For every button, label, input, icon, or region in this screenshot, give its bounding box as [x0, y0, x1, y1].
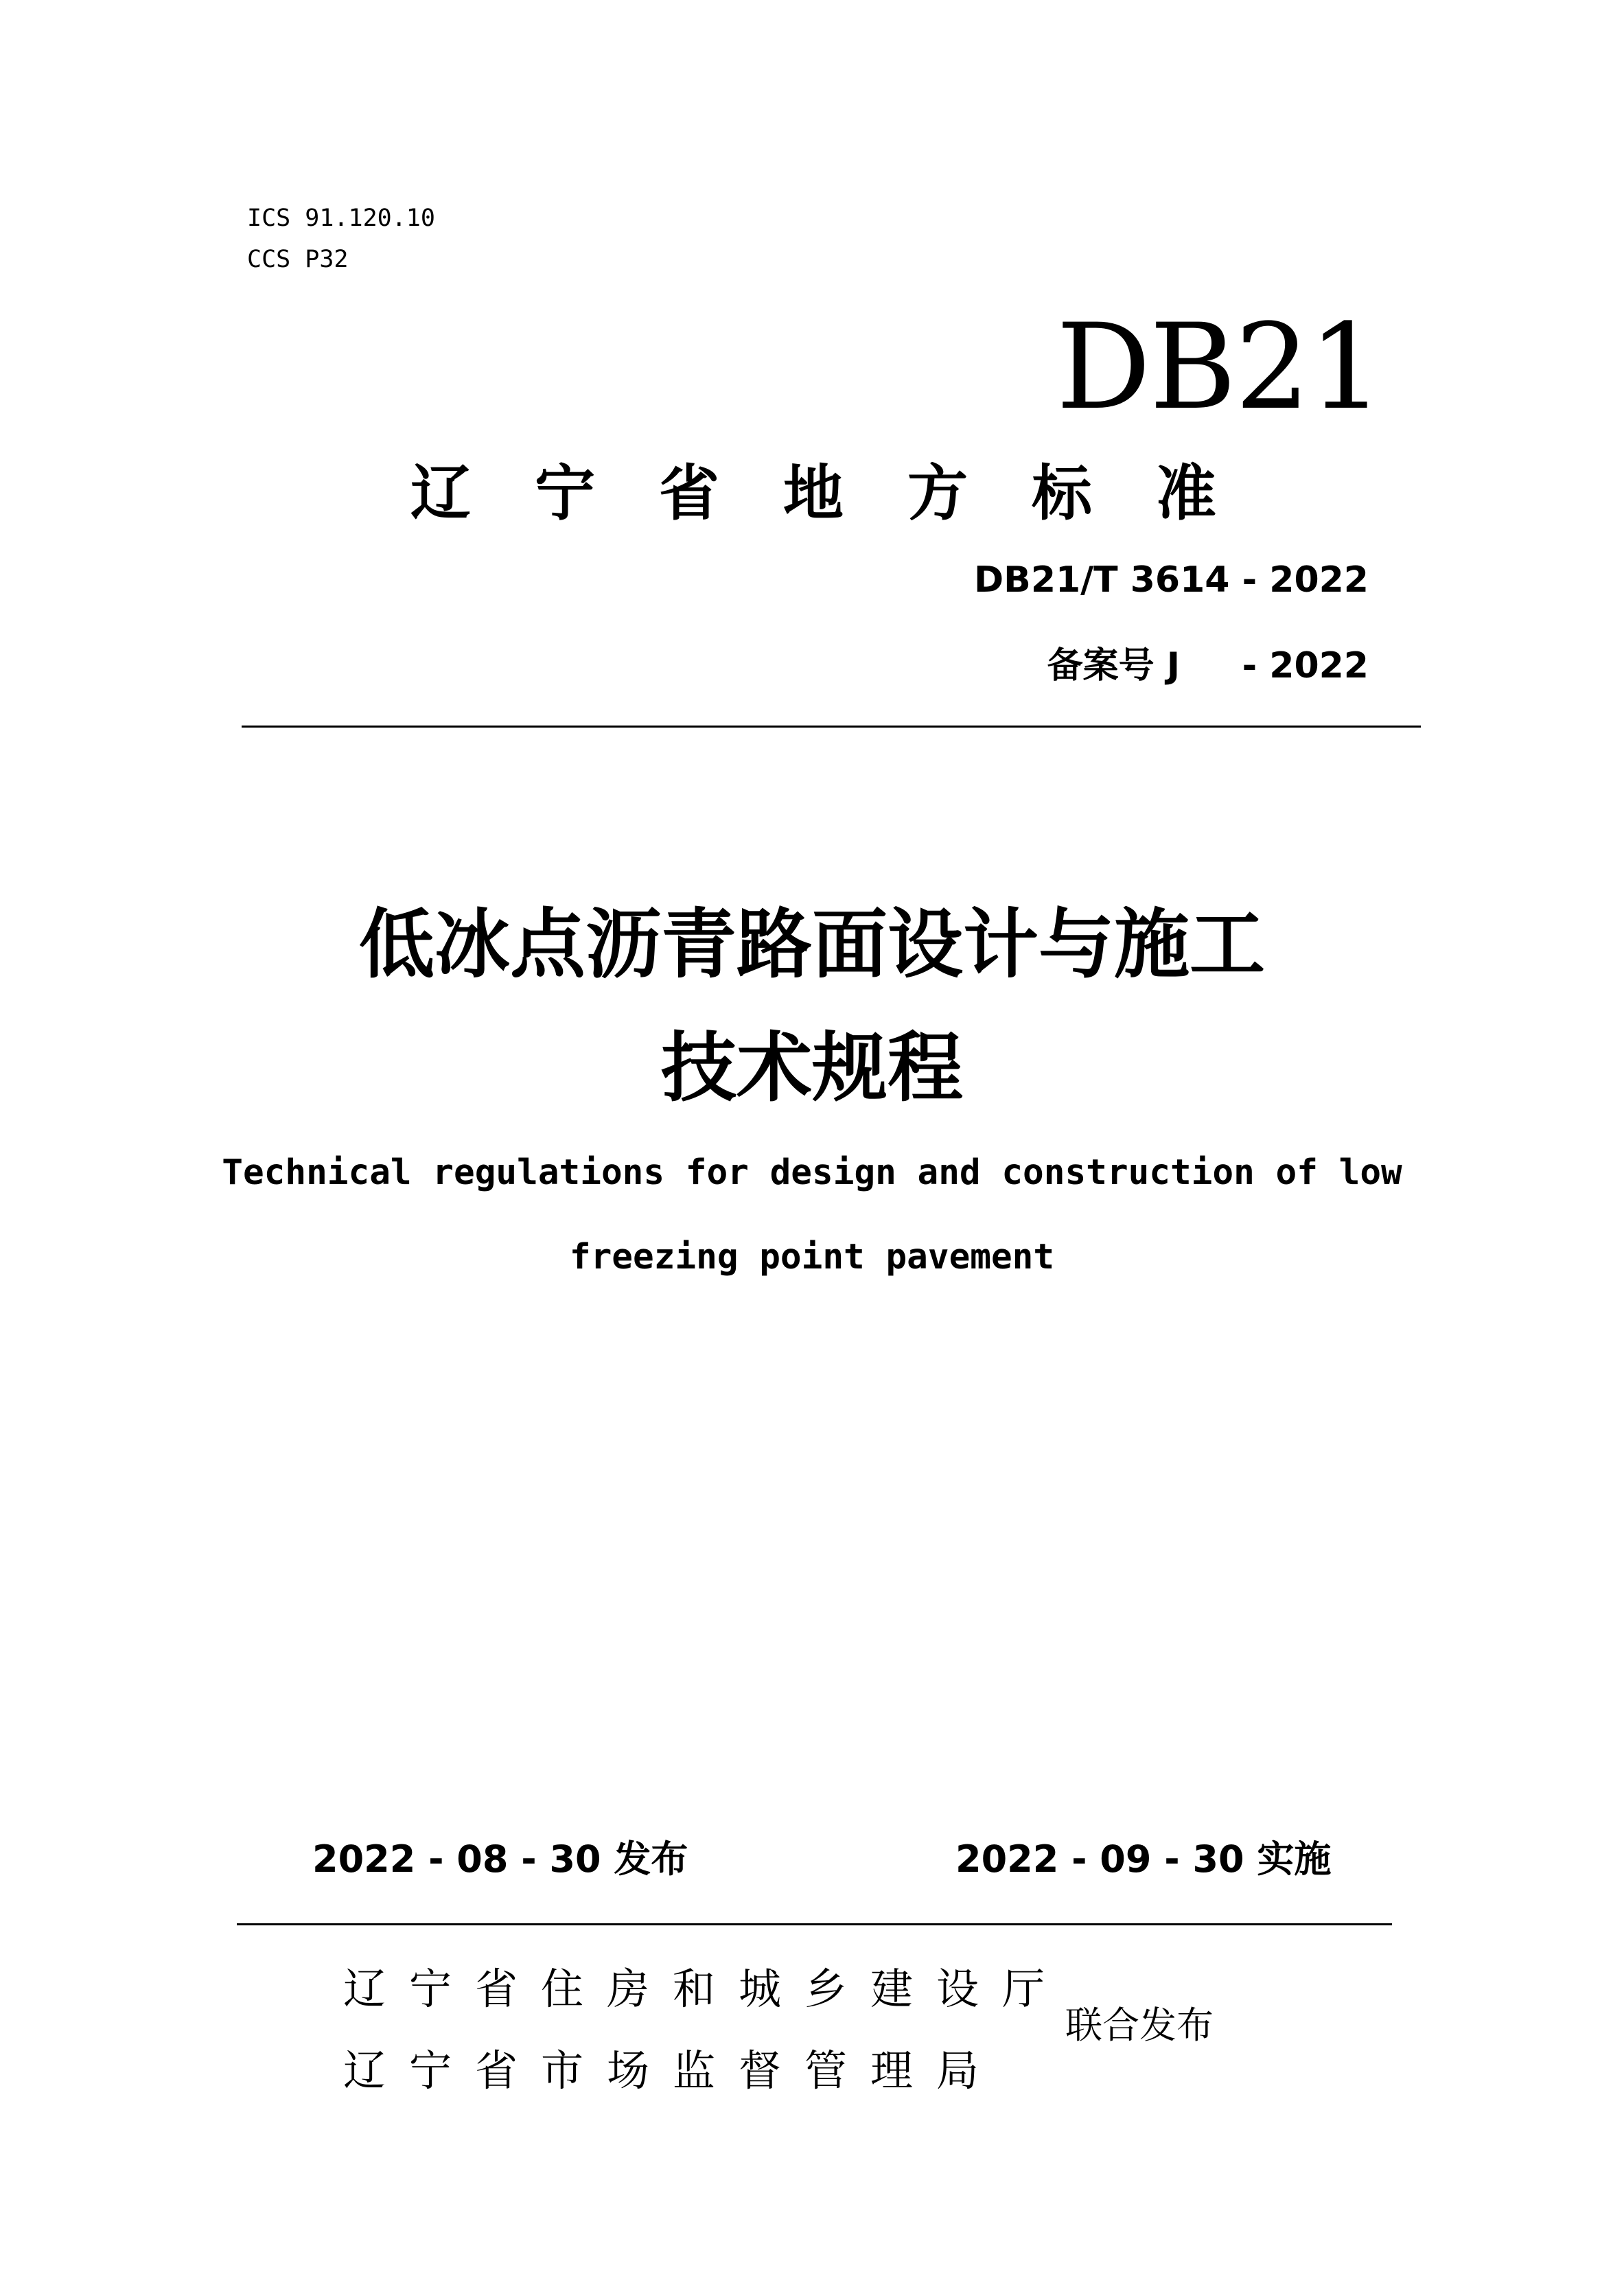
title-en-line1: Technical regulations for design and construction of low — [222, 1152, 1402, 1193]
standard-code-logo: DB21 — [1056, 298, 1382, 436]
title-zh-line1: 低冰点沥青路面设计与施工 — [359, 901, 1265, 988]
ics-code: ICS 91.120.10 — [247, 205, 435, 232]
ccs-code: CCS P32 — [247, 246, 349, 273]
bottom-divider — [237, 1923, 1392, 1925]
issue-date: 2022 - 08 - 30 发布 — [312, 1837, 688, 1881]
title-en-line2: freezing point pavement — [569, 1237, 1055, 1277]
issuer-org-1: 辽宁省住房和城乡建设厅 — [343, 1964, 1069, 2014]
joint-issue-label: 联合发布 — [1065, 2004, 1214, 2047]
implementation-date: 2022 - 09 - 30 实施 — [955, 1837, 1332, 1881]
filing-number: 备案号 J - 2022 — [1047, 645, 1369, 686]
standard-number: DB21/T 3614 - 2022 — [974, 559, 1369, 601]
title-zh-line2: 技术规程 — [661, 1024, 963, 1112]
standard-type-heading: 辽宁省地方标准 — [410, 458, 1281, 529]
issuer-org-2: 辽宁省市场监督管理局 — [343, 2045, 1003, 2096]
top-divider — [242, 726, 1421, 728]
